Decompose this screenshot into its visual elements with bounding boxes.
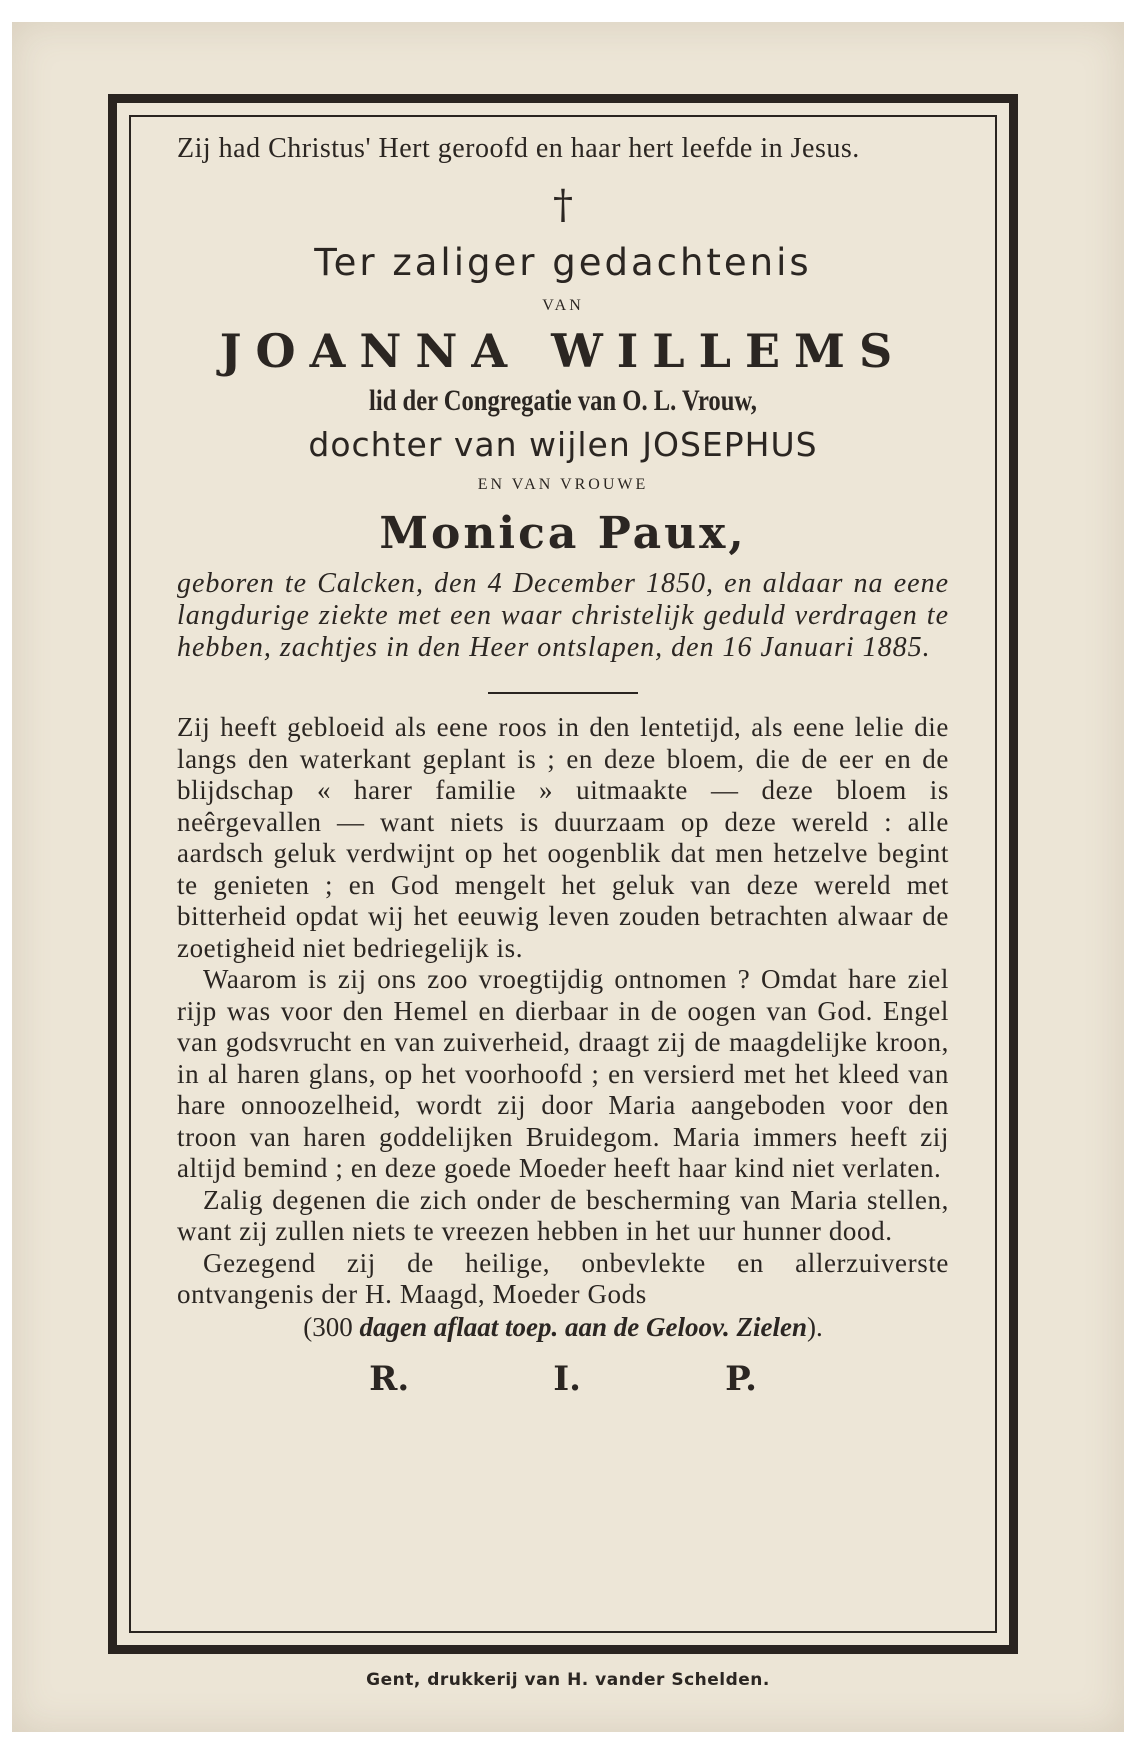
- memorial-card: [12, 22, 1124, 1732]
- congregation-line: lid der Congregatie van O. L. Vrouw,: [369, 384, 757, 417]
- paragraph-3: Zalig degenen die zich onder de bescherming van Maria stellen, want zij zullen niets te vreezen hebben in het uur hunner dood.: [177, 1184, 949, 1246]
- van-label: VAN: [542, 297, 584, 314]
- indulgence-text: dagen aflaat toep. aan de Geloov. Zielen: [359, 1311, 807, 1342]
- epigraph: Zij had Christus' Hert geroofd en haar hert leefde in Jesus.: [177, 133, 860, 164]
- indulgence-close: ).: [806, 1311, 823, 1342]
- card-content: [177, 133, 949, 1399]
- paragraph-4: Gezegend zij de heilige, onbevlekte en allerzuiverste ontvangenis der H. Maagd, Moeder Gods: [177, 1247, 949, 1309]
- rip-r: R.: [369, 1358, 410, 1399]
- black-border-frame: [108, 94, 1018, 1654]
- rip-p: P.: [725, 1358, 757, 1399]
- divider: [488, 692, 638, 694]
- rip-i: I.: [553, 1358, 582, 1399]
- mother-intro: EN VAN VROUWE: [477, 476, 649, 493]
- rip-line: [177, 1359, 949, 1399]
- indulgence-open: (300: [303, 1311, 360, 1342]
- paragraph-1: Zij heeft gebloeid als eene roos in den lentetijd, als eene lelie die langs den waterkant geplant is ; en deze bloem, die de eer en de blijdschap « harer familie » uitmaakte — deze bloem is neêrgevallen — want niets is duurzaam op deze wereld : alle aardsch geluk verdwijnt op het oogenblik dat men hetzelve begint te genieten ; en God mengelt het geluk van deze wereld met bitterheid opdat wij het eeuwig leven zouden betrachten alwaar de zoetigheid niet bedriegelijk is.: [177, 712, 949, 963]
- birth-death-text: geboren te Calcken, den 4 December 1850, en aldaar na eene langdurige ziekte met een waar christelijk geduld verdragen te hebben, zachtjes in den Heer ontslapen, den 16 Januari 1885.: [177, 568, 949, 663]
- printer-imprint: Gent, drukkerij van H. vander Schelden.: [366, 1670, 770, 1690]
- heading: Ter zaliger gedachtenis: [314, 241, 812, 284]
- mother-name: Monica Paux,: [379, 508, 747, 559]
- deceased-name: JOANNA WILLEMS: [219, 324, 907, 378]
- paragraph-2: Waarom is zij ons zoo vroegtijdig ontnomen ? Omdat hare ziel rijp was voor den Hemel en dierbaar in de oogen van God. Engel van godsvrucht en van zuiverheid, draagt zij de maagdelijke kroon, in al haren glans, op het voorhoofd ; en versierd met het kleed van hare onnoozelheid, wordt zij door Maria aangeboden voor den troon van haren goddelijken Bruidegom. Maria immers heeft zij altijd bemind ; en deze goede Moeder heeft haar kind niet verlaten.: [177, 964, 949, 1183]
- father-line: dochter van wijlen JOSEPHUS: [308, 425, 818, 464]
- cross-icon: †: [553, 182, 573, 228]
- indulgence-note: [177, 1311, 949, 1343]
